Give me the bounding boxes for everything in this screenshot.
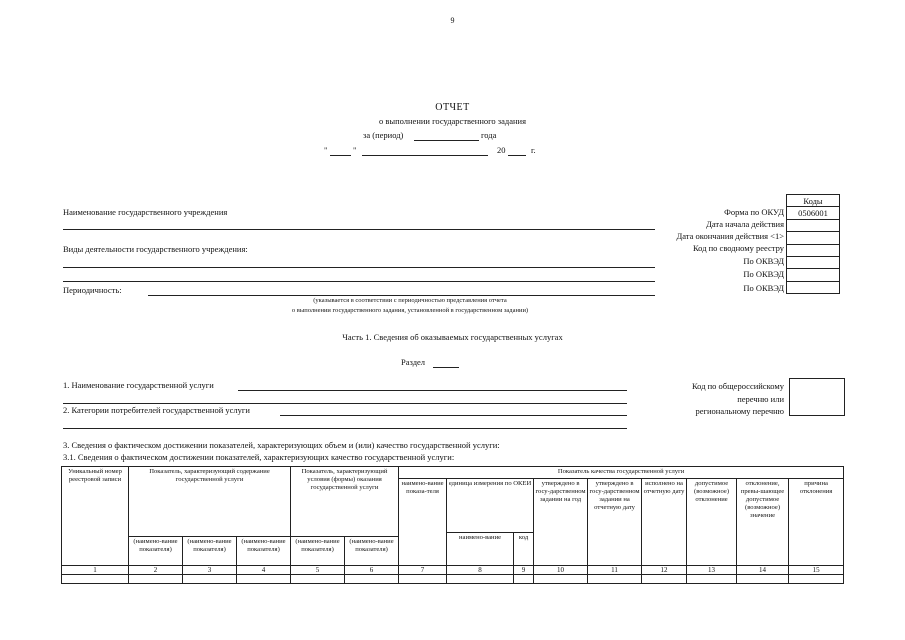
col-number: 11 [588,566,642,575]
col-number: 6 [345,566,399,575]
date-month-blank[interactable] [362,155,488,156]
indicators-line-3: 3. Сведения о фактическом достижении показателей, характеризующих объем и (или) качество государственной услуги: [63,440,500,450]
subheader-indicator-6: (наимено-вание показателя) [345,537,399,566]
col-number: 13 [687,566,737,575]
header-executed: исполнено на отчетную дату [642,479,687,566]
consumers-line[interactable] [280,415,627,416]
header-conditions: Показатель, характеризующий условия (формы) оказания государственной услуги [291,467,399,537]
activities-line-2[interactable] [63,281,655,282]
institution-name-label: Наименование государственного учреждения [63,207,228,217]
header-deviation-allowed: допустимое (возможное) отклонение [687,479,737,566]
header-indicator-name: наимено-вание показа-теля [399,479,447,566]
consumers-line-2[interactable] [63,428,627,429]
header-approved-year: утверждено в госу-дарственном задании на год [534,479,588,566]
okved-label-3: По ОКВЭД [743,283,784,293]
consumers-label: 2. Категории потребителей государственной услуги [63,405,250,415]
activities-label: Виды деятельности государственного учреждения: [63,244,248,254]
periodicity-note-1: (указывается в соответствии с периодичностью представления отчета [313,297,507,304]
register-label: Код по сводному реестру [692,243,784,253]
table-cell[interactable] [399,575,447,584]
quality-indicators-table [61,466,844,584]
report-title: ОТЧЕТ [435,102,470,113]
table-cell[interactable] [534,575,588,584]
period-suffix: года [481,130,497,140]
table-cell[interactable] [687,575,737,584]
periodicity-note-2: о выполнении государственного задания, установленной в государственном задании) [291,307,529,314]
okved-label-1: По ОКВЭД [743,256,784,266]
page-number: 9 [450,16,455,25]
subheader-indicator-3: (наимено-вание показателя) [183,537,237,566]
table-cell[interactable] [129,575,183,584]
header-deviation-exceed: отклонение, превы-шающее допустимое (возможное) значение [737,479,789,566]
start-date-label: Дата начала действия [706,219,784,229]
registry-code-label-1: Код по общероссийскому [691,381,784,391]
okved-cell-3[interactable] [787,281,840,293]
registry-code-box[interactable] [789,378,845,416]
table-cell[interactable] [62,575,129,584]
col-number: 12 [642,566,687,575]
header-registry: Уникальный номер реестровой записи [62,467,129,566]
period-prefix: за (период) [363,130,404,140]
header-unit-code: код [514,532,534,566]
subheader-indicator-4: (наимено-вание показателя) [237,537,291,566]
section-label: Раздел [401,357,426,367]
date-year-prefix: 20 [497,145,506,155]
table-cell[interactable] [291,575,345,584]
date-quote-open: " [324,145,328,155]
table-cell[interactable] [447,575,514,584]
periodicity-line[interactable] [148,295,655,296]
header-content: Показатель, характеризующий содержание государственной услуги [129,467,291,537]
col-number: 5 [291,566,345,575]
okud-code-cell[interactable]: 0506001 [787,207,840,219]
col-number: 15 [789,566,844,575]
service-name-line-2[interactable] [63,403,627,404]
institution-name-line[interactable] [63,229,655,230]
report-subtitle: о выполнении государственного задания [378,116,527,126]
col-number: 4 [237,566,291,575]
table-cell[interactable] [642,575,687,584]
okved-cell-2[interactable] [787,269,840,281]
table-cell[interactable] [514,575,534,584]
date-year-blank[interactable] [508,155,526,156]
okud-label: Форма по ОКУД [724,207,784,217]
table-cell[interactable] [789,575,844,584]
register-code-cell[interactable] [787,244,840,256]
end-date-cell[interactable] [787,232,840,244]
period-blank[interactable] [414,140,479,141]
header-unit: единица измерения по ОКЕИ [447,479,534,533]
table-row[interactable] [62,575,844,584]
codes-header: Коды [787,195,840,207]
subheader-indicator-2: (наимено-вание показателя) [129,537,183,566]
periodicity-label: Периодичность: [63,285,122,295]
column-number-row [62,566,844,575]
registry-code-label-3: региональному перечню [695,406,784,416]
col-number: 8 [447,566,514,575]
col-number: 7 [399,566,447,575]
header-unit-name: наимено-вание [447,532,514,566]
col-number: 14 [737,566,789,575]
col-number: 1 [62,566,129,575]
activities-line-1[interactable] [63,267,655,268]
start-date-cell[interactable] [787,219,840,231]
service-name-label: 1. Наименование государственной услуги [63,380,214,390]
table-cell[interactable] [588,575,642,584]
header-reason: причина отклонения [789,479,844,566]
end-date-label: Дата окончания действия <1> [676,231,784,241]
date-year-suffix: г. [531,145,536,155]
subheader-indicator-5: (наимено-вание показателя) [291,537,345,566]
col-number: 3 [183,566,237,575]
codes-table [786,194,840,294]
table-cell[interactable] [183,575,237,584]
okved-label-2: По ОКВЭД [743,269,784,279]
col-number: 2 [129,566,183,575]
indicators-line-31: 3.1. Сведения о фактическом достижении показателей, характеризующих качество государственной услуги: [63,452,455,462]
date-day-blank[interactable] [330,155,351,156]
table-cell[interactable] [237,575,291,584]
date-quote-close: " [353,145,357,155]
header-quality: Показатель качества государственной услуги [399,467,844,479]
service-name-line[interactable] [238,390,627,391]
okved-cell-1[interactable] [787,256,840,268]
part-title: Часть 1. Сведения об оказываемых государственных услугах [342,332,563,342]
header-approved-date: утверждено в госу-дарственном задании на отчетную дату [588,479,642,566]
section-blank[interactable] [433,367,459,368]
table-cell[interactable] [345,575,399,584]
col-number: 10 [534,566,588,575]
table-cell[interactable] [737,575,789,584]
col-number: 9 [514,566,534,575]
registry-code-label-2: перечню или [737,394,784,404]
